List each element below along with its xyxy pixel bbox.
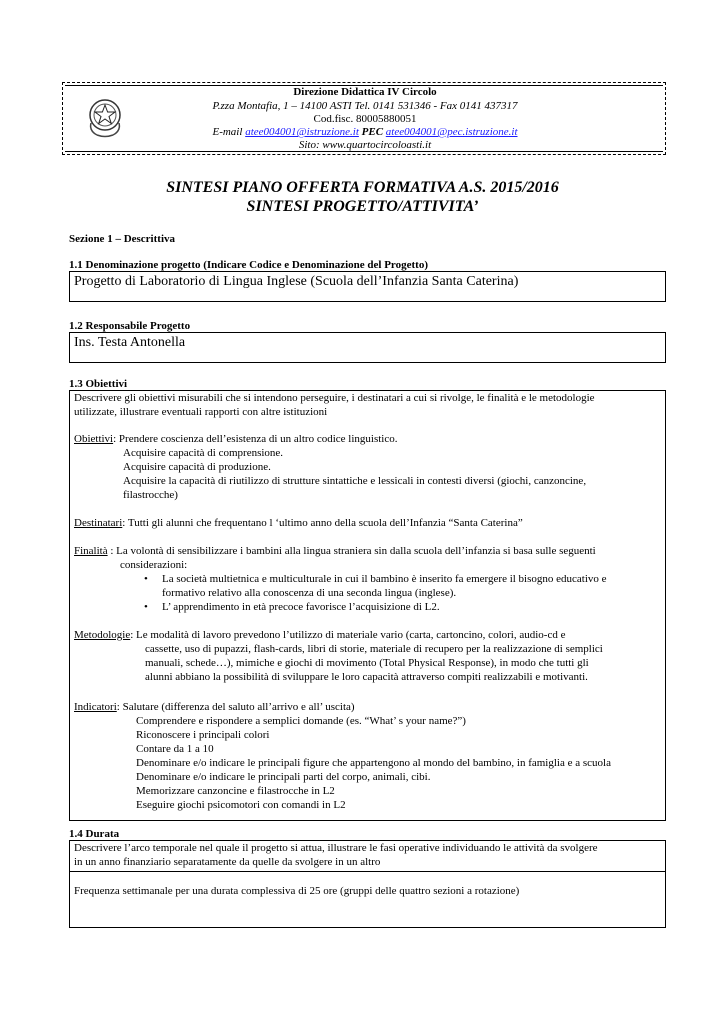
- destinatari-label: Destinatari: [74, 517, 123, 529]
- s11-label: 1.1 Denominazione progetto (Indicare Codice e Denominazione del Progetto): [69, 259, 428, 271]
- bullet-icon: •: [144, 573, 148, 585]
- finalita-bullet-2: L’ apprendimento in età precoce favorisce l’acquisizione di L2.: [162, 601, 440, 613]
- s13-label: 1.3 Obiettivi: [69, 378, 128, 390]
- email-link[interactable]: atee004001@istruzione.it: [245, 126, 359, 138]
- finalita-text: : La volontà di sensibilizzare i bambini alla lingua straniera sin dalla scuola dell’infanzia si basa sulle seguenti: [107, 545, 596, 557]
- s12-box: [69, 332, 666, 363]
- finalita-line-1: [74, 545, 596, 558]
- duration-value: Frequenza settimanale per una durata complessiva di 25 ore (gruppi delle quattro sezioni a rotazione): [74, 885, 520, 897]
- contact-emails: [63, 126, 667, 139]
- s14-intro-1: Descrivere l’arco temporale nel quale il progetto si attua, illustrare le fasi operative individuando le attività da svolgere: [74, 842, 598, 854]
- project-manager: Ins. Testa Antonella: [74, 335, 186, 350]
- indicatori-line-7: Memorizzare canzoncine e filastrocche in L2: [136, 785, 335, 797]
- indicatori-line-6: Denominare e/o indicare le principali parti del corpo, animali, cibi.: [136, 771, 431, 783]
- s13-box: [69, 390, 666, 821]
- school-address: P.zza Montafia, 1 – 14100 ASTI Tel. 0141 531346 - Fax 0141 437317: [212, 100, 518, 112]
- indicatori-text: : Salutare (differenza del saluto all’arrivo e all’ uscita): [116, 701, 355, 713]
- s14-box: [69, 840, 666, 928]
- metodologie-line-3: manuali, schede…), mimiche e giochi di movimento (Total Physical Response), in modo che tutti gli: [145, 657, 589, 669]
- doc-title: SINTESI PIANO OFFERTA FORMATIVA A.S. 2015/2016: [166, 179, 559, 196]
- destinatari-line: [74, 517, 523, 530]
- pec-label: PEC: [361, 126, 384, 138]
- finalita-bullet-1-cont: formativo relativo alla conoscenza di una seconda lingua (inglese).: [162, 587, 457, 599]
- indicatori-line-5: Denominare e/o indicare le principali figure che appartengono al mondo del bambino, in famiglia e a scuola: [136, 757, 611, 769]
- metodologie-text: : Le modalità di lavoro prevedono l’utilizzo di materiale vario (carta, cartoncino, colori, audio-cd e: [130, 629, 566, 641]
- obiettivi-line-1: [74, 433, 397, 446]
- indicatori-line-3: Riconoscere i principali colori: [136, 729, 270, 741]
- project-name: Progetto di Laboratorio di Lingua Inglese (Scuola dell’Infanzia Santa Caterina): [74, 274, 519, 289]
- indicatori-label: Indicatori: [74, 701, 117, 713]
- finalita-label: Finalità: [74, 545, 108, 557]
- obiettivi-line-2: Acquisire capacità di comprensione.: [123, 447, 284, 459]
- s14-divider: [70, 871, 665, 872]
- letterhead: [62, 82, 666, 155]
- website: Sito: www.quartocircoloasti.it: [298, 139, 432, 151]
- school-name: Direzione Didattica IV Circolo: [293, 86, 437, 98]
- metodologie-line-2: cassette, uso di pupazzi, flash-cards, libri di storie, materiale di recupero per la realizzazione di semplici: [145, 643, 603, 655]
- metodologie-label: Metodologie: [74, 629, 131, 641]
- indicatori-line-8: Eseguire giochi psicomotori con comandi in L2: [136, 799, 346, 811]
- email-label: E-mail: [212, 126, 243, 138]
- metodologie-line-1: [74, 629, 565, 642]
- indicatori-line-2: Comprendere e rispondere a semplici domande (es. “What’ s your name?”): [136, 715, 466, 727]
- doc-subtitle: SINTESI PROGETTO/ATTIVITA’: [246, 198, 479, 215]
- obiettivi-text: : Prendere coscienza dell’esistenza di un altro codice linguistico.: [113, 433, 398, 445]
- finalita-bullet-1: La società multietnica e multiculturale in cui il bambino è inserito fa emergere il bisogno educativo e: [162, 573, 607, 585]
- indicatori-line-4: Contare da 1 a 10: [136, 743, 214, 755]
- obiettivi-line-5: filastrocche): [123, 489, 178, 501]
- obiettivi-label: Obiettivi: [74, 433, 114, 445]
- s14-intro-2: in un anno finanziario separatamente da quelle da svolgere in un altro: [74, 856, 381, 868]
- obiettivi-line-4: Acquisire la capacità di riutilizzo di strutture sintattiche e lessicali in contesti diversi (giochi, canzoncine,: [123, 475, 587, 487]
- s14-label: 1.4 Durata: [69, 828, 120, 840]
- s11-box: [69, 271, 666, 302]
- bullet-icon: •: [144, 601, 148, 613]
- destinatari-text: : Tutti gli alunni che frequentano l ‘ultimo anno della scuola dell’Infanzia “Santa Caterina”: [122, 517, 523, 529]
- fiscal-code: Cod.fisc. 80005880051: [313, 113, 417, 125]
- obiettivi-line-3: Acquisire capacità di produzione.: [123, 461, 271, 473]
- metodologie-line-4: alunni abbiano la possibilità di sviluppare le loro capacità attraverso compiti realizzabili e motivanti.: [145, 671, 588, 683]
- s13-intro-1: Descrivere gli obiettivi misurabili che si intendono perseguire, i destinatari a cui si rivolge, le finalità e le metodologie: [74, 392, 595, 404]
- pec-link[interactable]: atee004001@pec.istruzione.it: [385, 126, 518, 138]
- section-heading: Sezione 1 – Descrittiva: [69, 233, 175, 245]
- s13-intro-2: utilizzate, illustrare eventuali rapporti con altre istituzioni: [74, 406, 328, 418]
- finalita-line-2: considerazioni:: [120, 559, 188, 571]
- s12-label: 1.2 Responsabile Progetto: [69, 320, 191, 332]
- indicatori-line-1: [74, 701, 355, 714]
